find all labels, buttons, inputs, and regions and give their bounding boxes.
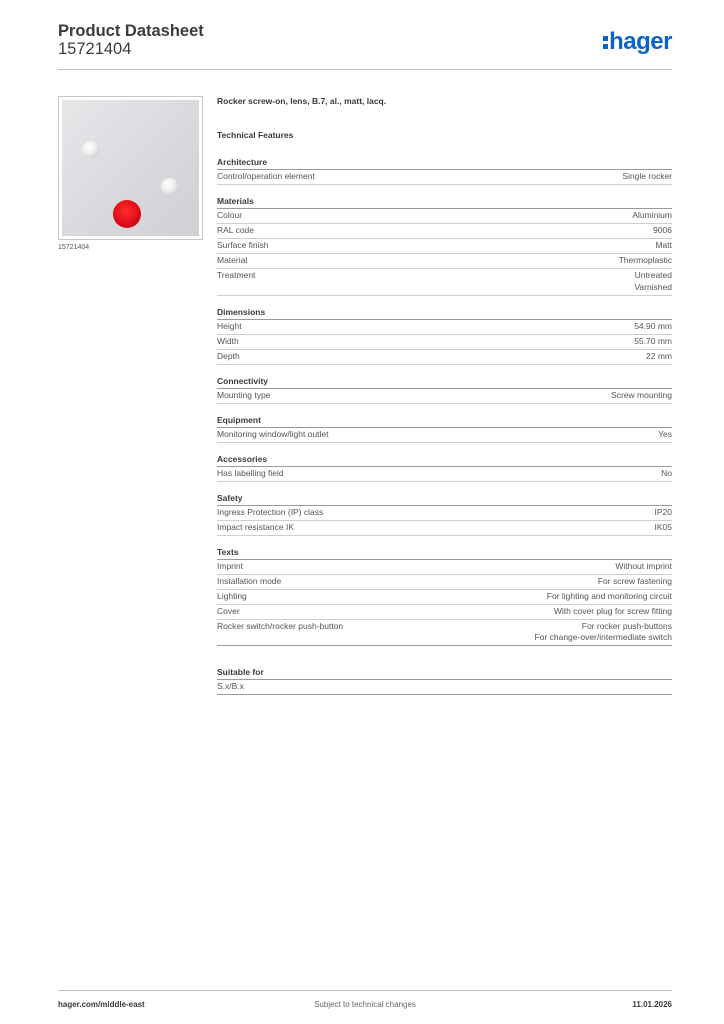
section-title: Suitable for (217, 666, 672, 680)
row-label: Cover (217, 605, 240, 616)
row-label: RAL code (217, 225, 255, 235)
feature-row (217, 467, 672, 482)
screw-cap-right (161, 178, 178, 195)
logo-colon-mark (603, 33, 608, 51)
row-label: Control/operation element (217, 171, 315, 181)
row-label: Mounting type (217, 389, 271, 400)
section-title: Architecture (217, 156, 672, 170)
feature-row (217, 590, 672, 605)
footer-website: hager.com/middle-east (58, 1000, 145, 1009)
row-value-line: For screw fastening (597, 575, 672, 586)
section-equipment (217, 414, 672, 443)
row-label: Material (217, 255, 248, 265)
feature-row (217, 560, 672, 575)
row-label: Rocker switch/rocker push-button (217, 620, 344, 631)
row-label: Surface finish (217, 240, 269, 250)
row-value (655, 240, 672, 252)
section-title: Dimensions (217, 306, 672, 320)
row-label: Colour (217, 210, 243, 220)
row-value (634, 336, 672, 348)
row-label: Width (217, 335, 239, 346)
row-value-line: For change-over/intermediate switch (534, 632, 672, 642)
row-value (646, 351, 672, 363)
row-value (598, 576, 672, 588)
section-texts (217, 546, 672, 647)
row-label: Depth (217, 350, 240, 361)
row-value (622, 171, 672, 183)
section-accessories (217, 453, 672, 482)
section-title: Safety (217, 492, 672, 506)
red-lens (113, 200, 141, 228)
feature-row (217, 680, 672, 695)
section-title: Texts (217, 546, 672, 560)
row-value (658, 429, 672, 441)
row-value-line: 9006 (653, 225, 672, 235)
row-value-line: With cover plug for screw fitting (553, 605, 672, 616)
footer-notice: Subject to technical changes (314, 1000, 416, 1009)
section-materials (217, 195, 672, 296)
section-title: Connectivity (217, 375, 672, 389)
row-label: Has labelling field (217, 467, 284, 478)
screw-cap-top (82, 141, 99, 158)
row-value-line: Thermoplastic (618, 255, 672, 265)
row-label: Monitoring window/light outlet (217, 428, 329, 439)
product-number: 15721404 (58, 40, 132, 58)
row-value (615, 561, 672, 573)
row-value-line: 55.70 mm (634, 335, 672, 346)
row-value (655, 507, 673, 519)
feature-row (217, 350, 672, 365)
suitable-for-section (217, 666, 672, 695)
product-image (58, 96, 203, 240)
row-value-line: No (661, 467, 672, 478)
row-label: Imprint (217, 560, 243, 571)
feature-row (217, 575, 672, 590)
section-architecture (217, 156, 672, 185)
row-value (634, 270, 672, 293)
feature-row (217, 254, 672, 269)
row-value-line: 22 mm (646, 350, 672, 361)
feature-row (217, 239, 672, 254)
feature-row (217, 224, 672, 239)
rocker-plate (62, 100, 199, 236)
row-label: Treatment (217, 270, 256, 280)
row-value-line: Single rocker (622, 171, 672, 181)
feature-row (217, 335, 672, 350)
feature-row (217, 620, 672, 647)
section-safety (217, 492, 672, 536)
row-value (632, 210, 672, 222)
page-header (58, 22, 672, 70)
logo-text: hager (609, 28, 672, 55)
row-value-line: IK05 (654, 521, 672, 532)
section-title: Materials (217, 195, 672, 209)
row-value-line: 54.90 mm (634, 320, 672, 331)
feature-row (217, 269, 672, 296)
row-label: Height (217, 320, 242, 331)
product-name: Rocker screw-on, lens, B.7, al., matt, lacq. (217, 96, 387, 106)
document-title: Product Datasheet (58, 22, 204, 40)
feature-row (217, 389, 672, 404)
feature-row (217, 428, 672, 443)
row-value-line: Matt (655, 240, 672, 250)
row-value-line: IP20 (654, 506, 672, 517)
row-value-line: For rocker push-buttons (581, 620, 672, 631)
row-value-line: For lighting and monitoring circuit (546, 590, 672, 601)
section-title: Equipment (217, 414, 672, 428)
row-value (535, 621, 672, 644)
row-value-line: Screw mounting (611, 389, 672, 400)
feature-row (217, 320, 672, 335)
row-value (634, 321, 672, 333)
row-value-line: Yes (658, 428, 672, 439)
row-label: S.x/B.x (217, 681, 244, 691)
section-dimensions (217, 306, 672, 365)
row-value-line: Aluminium (632, 210, 672, 220)
hager-logo (603, 29, 672, 55)
row-value (661, 468, 672, 480)
feature-sections (217, 156, 672, 646)
row-value-line: Without imprint (615, 560, 672, 571)
section-connectivity (217, 375, 672, 404)
footer-date: 11.01.2026 (632, 1000, 672, 1009)
row-value (619, 255, 672, 267)
row-label: Installation mode (217, 575, 282, 586)
row-value-line: Varnished (634, 281, 672, 292)
row-label: Ingress Protection (IP) class (217, 506, 324, 517)
page-footer (58, 990, 672, 1016)
feature-row (217, 170, 672, 185)
technical-features-title: Technical Features (217, 130, 294, 140)
row-value (611, 390, 672, 402)
feature-row (217, 521, 672, 536)
row-label: Impact resistance IK (217, 521, 295, 532)
row-value (653, 225, 672, 237)
row-label: Lighting (217, 590, 247, 601)
row-value (655, 522, 673, 534)
feature-row (217, 506, 672, 521)
row-value (554, 606, 672, 618)
feature-row (217, 605, 672, 620)
section-title: Accessories (217, 453, 672, 467)
row-value (547, 591, 672, 603)
image-caption: 15721404 (58, 244, 90, 251)
row-value-line: Untreated (634, 270, 672, 280)
technical-content (217, 95, 672, 705)
feature-row (217, 209, 672, 224)
